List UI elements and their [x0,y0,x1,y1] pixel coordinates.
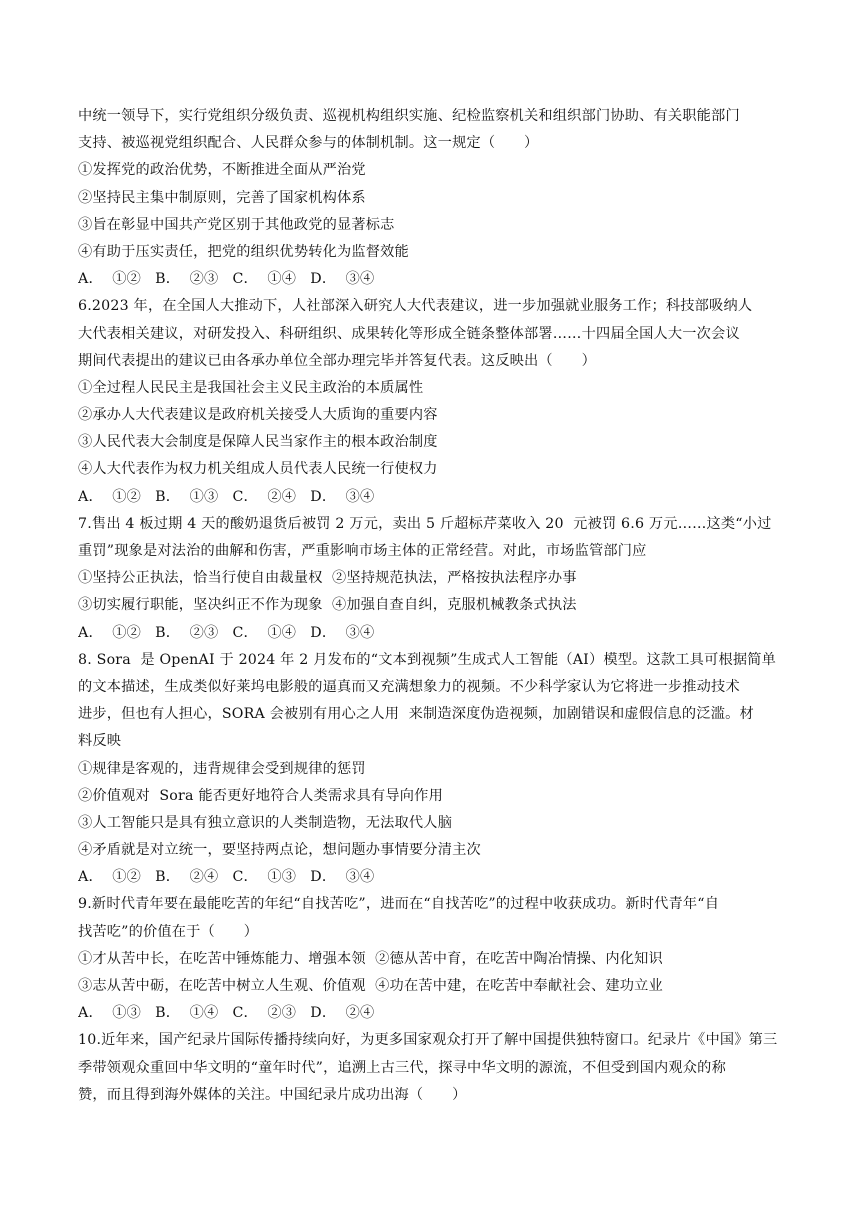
answer-choices: A． ①② B． ①③ C． ②④ D． ③④ [78,488,375,505]
option-item: ①全过程人民民主是我国社会主义民主政治的本质属性 [78,379,424,396]
option-item: ④有助于压实责任，把党的组织优势转化为监督效能 [78,243,409,260]
option-item: ②承办人大代表建议是政府机关接受人大质询的重要内容 [78,407,438,424]
question-text: 7.售出 4 板过期 4 天的酸奶退货后被罚 2 万元，卖出 5 斤超标芹菜收入 20 元被罚 6.6 万元……这类“小过 [78,515,772,532]
question-text: 8. Sora 是 OpenAI 于 2024 年 2 月发布的“文本到视频”生成式人工智能（AI）模型。这款工具可根据简单 [78,651,777,668]
answer-choices: A． ①② B． ②③ C． ①④ D． ③④ [78,271,375,288]
answer-choices: A． ①② B． ②④ C． ①③ D． ③④ [78,869,375,886]
question-text: 进步，但也有人担心，SORA 会被别有用心之人用 来制造深度伪造视频，加剧错误和虚假信息的泛滥。材 [78,706,754,723]
option-item: ③旨在彰显中国共产党区别于其他政党的显著标志 [78,216,395,233]
option-item: ④人大代表作为权力机关组成人员代表人民统一行使权力 [78,461,438,478]
option-item: ③人工智能只是具有独立意识的人类制造物，无法取代人脑 [78,814,453,831]
question-text: 赞，而且得到海外媒体的关注。中国纪录片成功出海（ ） [78,1086,467,1103]
question-text: 10.近年来，国产纪录片国际传播持续向好，为更多国家观众打开了解中国提供独特窗口。纪录片《中国》第三 [78,1032,778,1049]
question-text: 重罚”现象是对法治的曲解和伤害，严重影响市场主体的正常经营。对此，市场监管部门应 [78,543,647,559]
option-item: ①规律是客观的，违背规律会受到规律的惩罚 [78,760,366,777]
answer-choices: A． ①② B． ②③ C． ①④ D． ③④ [78,624,375,641]
option-item: ④矛盾就是对立统一，要坚持两点论，想问题办事情要分清主次 [78,842,481,859]
option-item: ①坚持公正执法，恰当行使自由裁量权 ②坚持规范执法，严格按执法程序办事 [78,570,577,587]
option-item: ①发挥党的政治优势，不断推进全面从严治党 [78,162,366,179]
question-text: 9.新时代青年要在最能吃苦的年纪“自找苦吃”，进而在“自找苦吃”的过程中收获成功。新时代青年“自 [78,896,720,913]
question-text: 6.2023 年，在全国人大推动下，人社部深入研究人大代表建议，进一步加强就业服务工作；科技部吸纳人 [78,298,753,315]
question-text: 期间代表提出的建议已由各承办单位全部办理完毕并答复代表。这反映出（ ） [78,352,596,369]
text-line: 中统一领导下，实行党组织分级负责、巡视机构组织实施、纪检监察机关和组织部门协助、有关职能部门 [78,108,740,124]
text-line: 支持、被巡视党组织配合、人民群众参与的体制机制。这一规定（ ） [78,135,539,152]
question-text: 的文本描述，生成类似好莱坞电影般的逼真而又充满想象力的视频。不少科学家认为它将进一步推动技术 [78,678,740,695]
option-item: ③志从苦中砺，在吃苦中树立人生观、价值观 ④功在苦中建，在吃苦中奉献社会、建功立业 [78,978,663,994]
option-item: ③人民代表大会制度是保障人民当家作主的根本政治制度 [78,434,438,451]
option-item: ①才从苦中长，在吃苦中锤炼能力、增强本领 ②德从苦中育，在吃苦中陶冶情操、内化知识 [78,950,663,967]
question-text: 大代表相关建议，对研发投入、科研组织、成果转化等形成全链条整体部署……十四届全国人大一次会议 [78,325,740,342]
option-item: ③切实履行职能，坚决纠正不作为现象 ④加强自查自纠，克服机械教条式执法 [78,597,577,614]
question-text: 料反映 [78,733,122,750]
answer-choices: A． ①③ B． ①④ C． ②③ D． ②④ [78,1005,375,1022]
option-item: ②坚持民主集中制原则，完善了国家机构体系 [78,189,366,206]
option-item: ②价值观对 Sora 能否更好地符合人类需求具有导向作用 [78,787,443,804]
question-text: 找苦吃”的价值在于（ ） [78,923,259,940]
question-text: 季带领观众重回中华文明的“童年时代”，追溯上古三代，探寻中华文明的源流，不但受到国内观众的称 [78,1059,726,1076]
